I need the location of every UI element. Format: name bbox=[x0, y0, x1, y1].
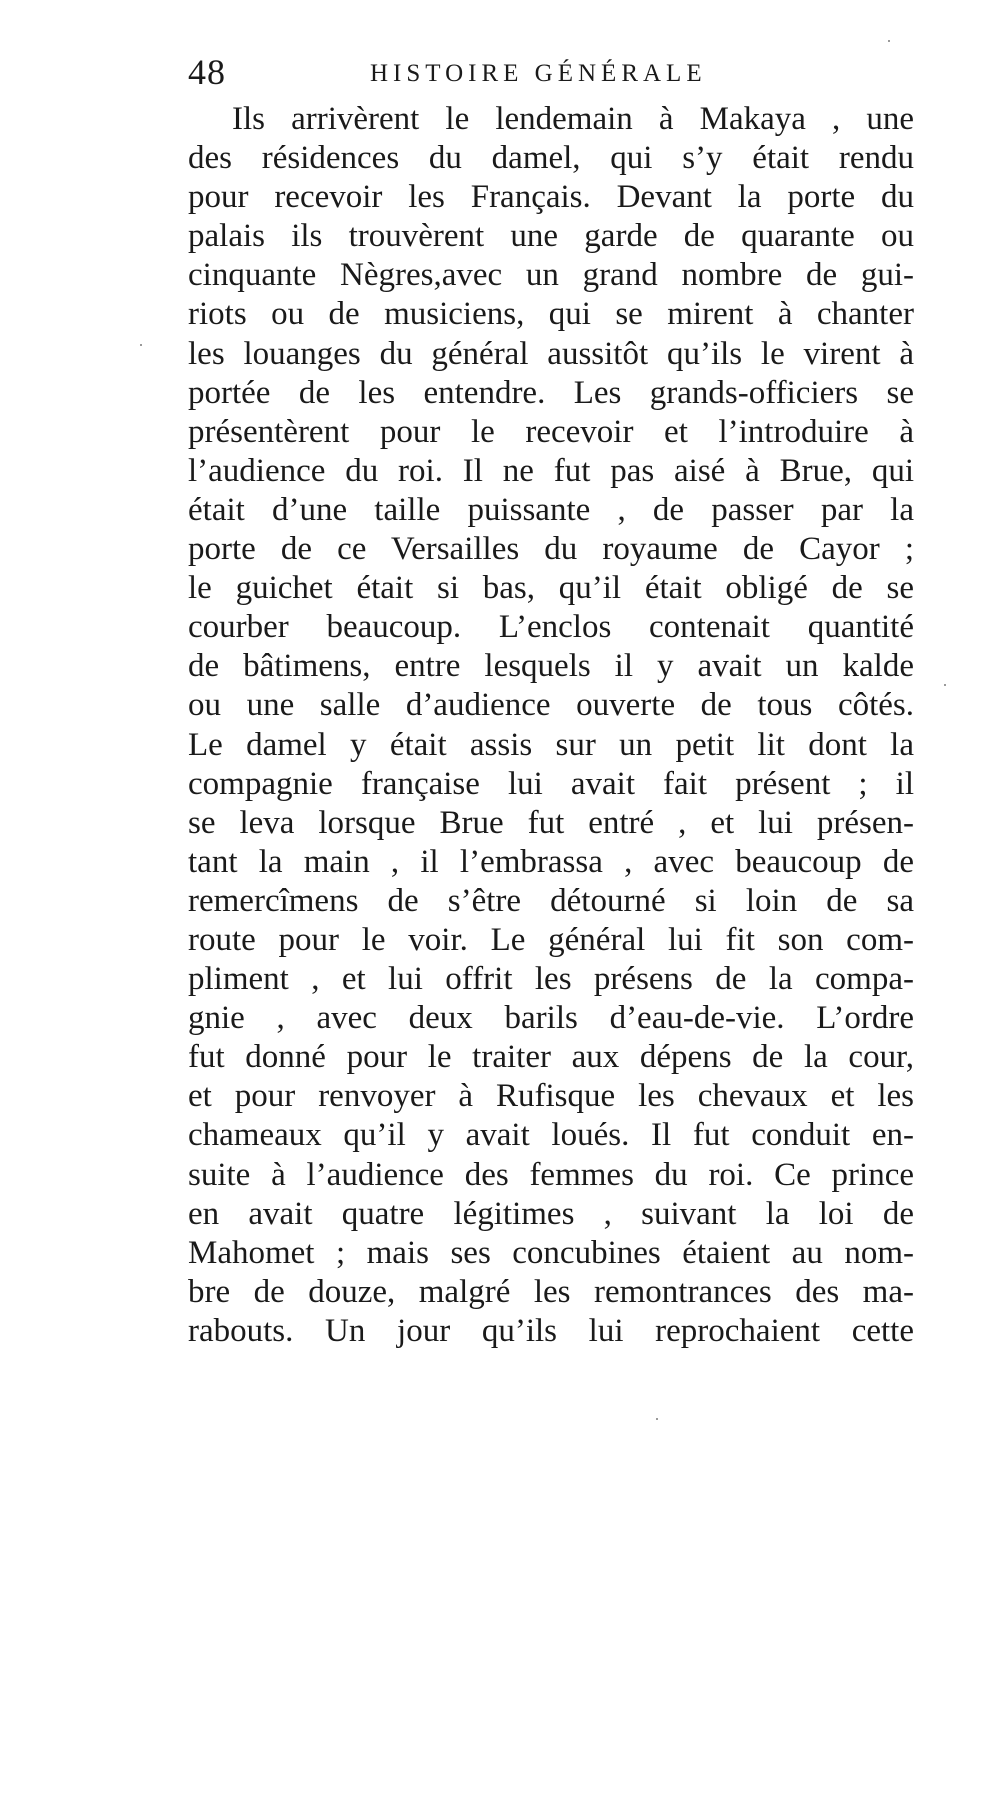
text-line: courber beaucoup. L’enclos contenait quantité bbox=[188, 609, 914, 646]
text-line: présentèrent pour le recevoir et l’introduire à bbox=[188, 413, 914, 450]
page-number: 48 bbox=[188, 52, 226, 92]
text-line: l’audience du roi. Il ne fut pas aisé à Brue, qui bbox=[188, 452, 914, 489]
text-line: pliment , et lui offrit les présens de la compa- bbox=[188, 961, 914, 998]
text-line: et pour renvoyer à Rufisque les chevaux et les bbox=[188, 1078, 914, 1115]
text-line: Mahomet ; mais ses concubines étaient au nom- bbox=[188, 1234, 914, 1271]
text-line: des résidences du damel, qui s’y était rendu bbox=[188, 140, 914, 177]
text-line: était d’une taille puissante , de passer par la bbox=[188, 491, 914, 528]
text-line: remercîmens de s’être détourné si loin de sa bbox=[188, 882, 914, 919]
text-line: de bâtimens, entre lesquels il y avait un kalde bbox=[188, 648, 914, 685]
text-line: porte de ce Versailles du royaume de Cayor ; bbox=[188, 531, 914, 568]
text-line: portée de les entendre. Les grands-officiers se bbox=[188, 374, 914, 411]
paper-speck bbox=[656, 1418, 658, 1420]
text-line: chameaux qu’il y avait loués. Il fut conduit en- bbox=[188, 1117, 914, 1154]
text-line: compagnie française lui avait fait présent ; il bbox=[188, 765, 914, 802]
text-line: Ils arrivèrent le lendemain à Makaya , une bbox=[232, 101, 914, 137]
text-line: bre de douze, malgré les remontrances des ma- bbox=[188, 1273, 914, 1310]
text-line: fut donné pour le traiter aux dépens de la cour, bbox=[188, 1039, 914, 1076]
text-line: se leva lorsque Brue fut entré , et lui présen- bbox=[188, 804, 914, 841]
body-text bbox=[188, 100, 914, 1351]
text-line: Le damel y était assis sur un petit lit dont la bbox=[188, 726, 914, 763]
text-line: ou une salle d’audience ouverte de tous côtés. bbox=[188, 687, 914, 724]
text-line: cinquante Nègres,avec un grand nombre de gui- bbox=[188, 257, 914, 294]
text-line: en avait quatre légitimes , suivant la loi de bbox=[188, 1195, 914, 1232]
text-line: riots ou de musiciens, qui se mirent à chanter bbox=[188, 296, 914, 333]
paper-speck bbox=[944, 684, 946, 686]
text-line: route pour le voir. Le général lui fit son com- bbox=[188, 921, 914, 958]
text-line: gnie , avec deux barils d’eau-de-vie. L’ordre bbox=[188, 1000, 914, 1037]
text-line: les louanges du général aussitôt qu’ils le virent à bbox=[188, 335, 914, 372]
text-line: tant la main , il l’embrassa , avec beaucoup de bbox=[188, 843, 914, 880]
text-line: pour recevoir les Français. Devant la porte du bbox=[188, 179, 914, 216]
text-line: suite à l’audience des femmes du roi. Ce prince bbox=[188, 1156, 914, 1193]
paper-speck bbox=[140, 344, 142, 346]
paper-speck bbox=[888, 40, 890, 42]
running-head bbox=[188, 50, 914, 94]
text-line: le guichet était si bas, qu’il était obligé de se bbox=[188, 570, 914, 607]
text-line: palais ils trouvèrent une garde de quarante ou bbox=[188, 218, 914, 255]
running-title: HISTOIRE GÉNÉRALE bbox=[370, 60, 707, 87]
text-line: rabouts. Un jour qu’ils lui reprochaient cette bbox=[188, 1312, 914, 1349]
